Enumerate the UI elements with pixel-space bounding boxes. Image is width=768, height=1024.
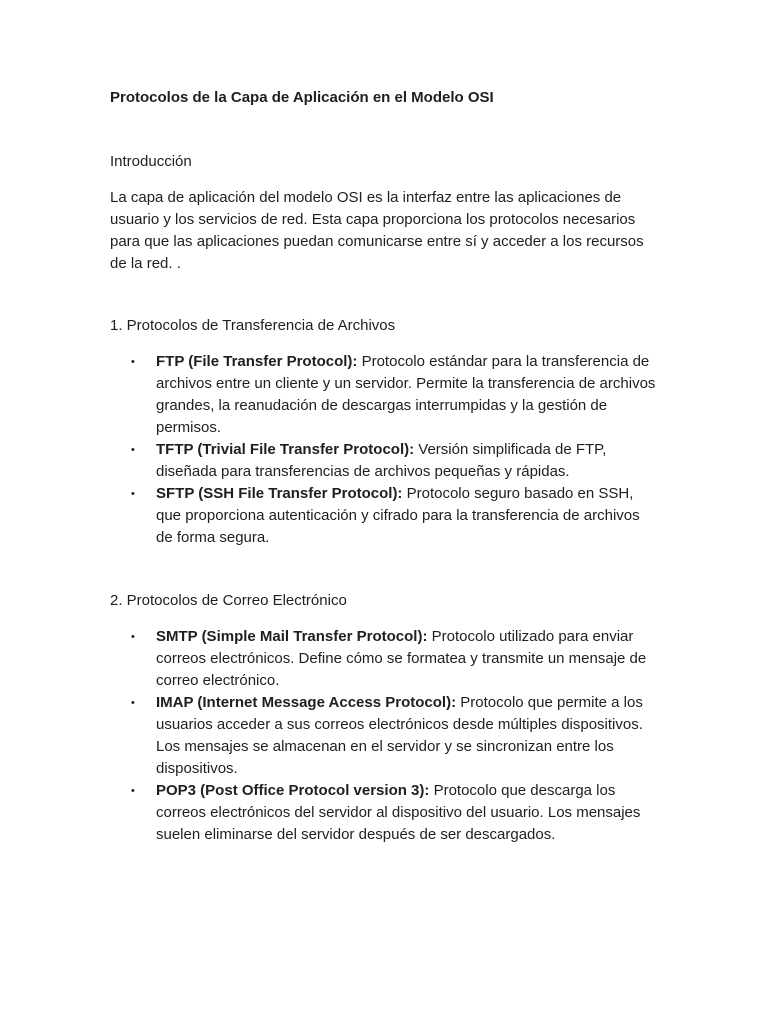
file-transfer-protocol-list bbox=[110, 351, 768, 549]
list-item-sftp bbox=[110, 483, 656, 549]
list-item-pop3 bbox=[110, 780, 656, 846]
intro-heading: Introducción bbox=[110, 153, 192, 170]
protocol-description: Versión simplificada de FTP, diseñada para transferencias de archivos pequeñas y rápidas. bbox=[156, 441, 607, 480]
list-item-smtp bbox=[110, 626, 656, 692]
protocol-term: SFTP (SSH File Transfer Protocol): bbox=[156, 485, 403, 502]
document-title: Protocolos de la Capa de Aplicación en el Modelo OSI bbox=[110, 89, 494, 106]
protocol-description: Protocolo seguro basado en SSH, que proporciona autenticación y cifrado para la transferencia de archivos de forma segura. bbox=[156, 485, 640, 546]
list-item-tftp bbox=[110, 439, 656, 483]
intro-paragraph: La capa de aplicación del modelo OSI es la interfaz entre las aplicaciones de usuario y los servicios de red. Esta capa proporciona los protocolos necesarios para que las aplicaciones puedan comunicarse entre sí y acceder a los recursos de la red. . bbox=[110, 189, 644, 272]
section-heading-email: 2. Protocolos de Correo Electrónico bbox=[110, 592, 347, 609]
protocol-description: Protocolo utilizado para enviar correos electrónicos. Define cómo se formatea y transmite un mensaje de correo electrónico. bbox=[156, 628, 647, 689]
protocol-term: FTP (File Transfer Protocol): bbox=[156, 353, 358, 370]
bullet-icon: • bbox=[131, 631, 135, 643]
bullet-icon: • bbox=[131, 444, 135, 456]
protocol-term: TFTP (Trivial File Transfer Protocol): bbox=[156, 441, 415, 458]
protocol-term: POP3 (Post Office Protocol version 3): bbox=[156, 782, 430, 799]
protocol-description: Protocolo estándar para la transferencia de archivos entre un cliente y un servidor. Permite la transferencia de archivos grandes, la reanudación de descargas interrumpidas y la gestión de permisos. bbox=[156, 353, 656, 436]
bullet-icon: • bbox=[131, 697, 135, 709]
bullet-icon: • bbox=[131, 785, 135, 797]
protocol-term: SMTP (Simple Mail Transfer Protocol): bbox=[156, 628, 428, 645]
protocol-description: Protocolo que permite a los usuarios acceder a sus correos electrónicos desde múltiples dispositivos. Los mensajes se almacenan en el servidor y se sincronizan entre los dispositivos. bbox=[156, 694, 643, 777]
bullet-icon: • bbox=[131, 488, 135, 500]
protocol-description: Protocolo que descarga los correos electrónicos del servidor al dispositivo del usuario. Los mensajes suelen eliminarse del servidor después de ser descargados. bbox=[156, 782, 641, 843]
section-heading-file-transfer: 1. Protocolos de Transferencia de Archivos bbox=[110, 317, 396, 334]
list-item-imap bbox=[110, 692, 656, 780]
bullet-icon: • bbox=[131, 356, 135, 368]
list-item-ftp bbox=[110, 351, 656, 439]
email-protocol-list bbox=[110, 626, 768, 846]
protocol-term: IMAP (Internet Message Access Protocol): bbox=[156, 694, 457, 711]
